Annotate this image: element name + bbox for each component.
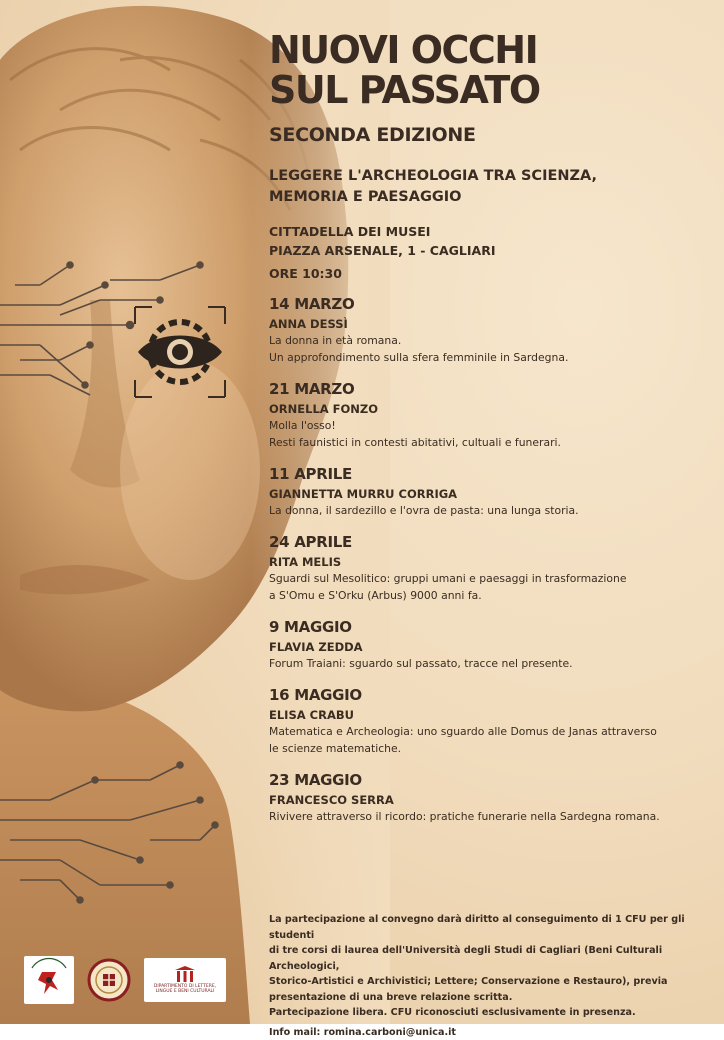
event-description	[269, 570, 709, 604]
edition-subtitle: SECONDA EDIZIONE	[269, 124, 709, 146]
event-description-line: La donna, il sardezillo e l'ovra de pasta: una lunga storia.	[269, 502, 709, 519]
tagline-line-1: LEGGERE L'ARCHEOLOGIA TRA SCIENZA,	[269, 166, 709, 187]
event-description	[269, 808, 709, 825]
event-speaker: ANNA DESSÌ	[269, 317, 709, 331]
event-speaker: FRANCESCO SERRA	[269, 793, 709, 807]
event-description	[269, 655, 709, 672]
tagline-line-2: MEMORIA E PAESAGGIO	[269, 187, 709, 208]
event-time: ORE 10:30	[269, 266, 709, 281]
department-logo	[144, 958, 226, 1002]
event-description	[269, 502, 709, 519]
event-description-line: le scienze matematiche.	[269, 740, 709, 757]
event-description-line: La donna in età romana.	[269, 332, 709, 349]
university-seal-logo	[86, 958, 132, 1002]
event-item	[269, 771, 709, 825]
footer-line: di tre corsi di laurea dell'Università degli Studi di Cagliari (Beni Culturali Archeologici,	[269, 943, 714, 974]
footer-line: presentazione di una breve relazione scritta.	[269, 990, 714, 1006]
event-item	[269, 618, 709, 672]
event-speaker: ORNELLA FONZO	[269, 402, 709, 416]
event-date: 23 MAGGIO	[269, 771, 709, 789]
event-date: 21 MARZO	[269, 380, 709, 398]
cfu-note	[269, 912, 714, 1021]
event-description-line: Forum Traiani: sguardo sul passato, tracce nel presente.	[269, 655, 709, 672]
event-item	[269, 686, 709, 757]
participation-notes	[269, 912, 714, 1040]
event-date: 14 MARZO	[269, 295, 709, 313]
gruppo-archeologico-logo	[24, 956, 74, 1004]
event-description-line: Matematica e Archeologia: uno sguardo alle Domus de Janas attraverso	[269, 723, 709, 740]
archaeology-group-emblem-icon	[26, 958, 72, 1002]
footer-line: Partecipazione libera. CFU riconosciuti esclusivamente in presenza.	[269, 1005, 714, 1021]
event-date: 9 MAGGIO	[269, 618, 709, 636]
footer-line: Storico-Artistici e Archivistici; Lettere; Conservazione e Restauro), previa	[269, 974, 714, 990]
poster-title	[269, 30, 709, 110]
event-description	[269, 332, 709, 366]
department-columns-icon	[173, 966, 197, 984]
event-speaker: ELISA CRABU	[269, 708, 709, 722]
event-speaker: RITA MELIS	[269, 555, 709, 569]
venue-address: PIAZZA ARSENALE, 1 - CAGLIARI	[269, 241, 709, 260]
venue-name: CITTADELLA DEI MUSEI	[269, 222, 709, 241]
sponsor-logos	[24, 956, 226, 1004]
event-item	[269, 295, 709, 366]
venue	[269, 222, 709, 260]
event-speaker: GIANNETTA MURRU CORRIGA	[269, 487, 709, 501]
event-program	[269, 30, 709, 825]
event-item	[269, 380, 709, 451]
event-description	[269, 417, 709, 451]
event-description-line: Molla l'osso!	[269, 417, 709, 434]
tagline	[269, 166, 709, 208]
event-item	[269, 465, 709, 519]
event-date: 11 APRILE	[269, 465, 709, 483]
university-seal-icon	[86, 958, 132, 1002]
title-line-2: SUL PASSATO	[269, 70, 709, 110]
event-description-line: Rivivere attraverso il ricordo: pratiche funerarie nella Sardegna romana.	[269, 808, 709, 825]
event-description-line: a S'Omu e S'Orku (Arbus) 9000 anni fa.	[269, 587, 709, 604]
event-speaker: FLAVIA ZEDDA	[269, 640, 709, 654]
footer-line: La partecipazione al convegno darà diritto al conseguimento di 1 CFU per gli studenti	[269, 912, 714, 943]
event-item	[269, 533, 709, 604]
department-name-line: LINGUE E BENI CULTURALI	[154, 989, 216, 994]
event-description-line: Sguardi sul Mesolitico: gruppi umani e paesaggi in trasformazione	[269, 570, 709, 587]
department-name-line: DIPARTIMENTO DI LETTERE,	[154, 984, 216, 989]
event-date: 16 MAGGIO	[269, 686, 709, 704]
event-description-line: Resti faunistici in contesti abitativi, cultuali e funerari.	[269, 434, 709, 451]
event-description	[269, 723, 709, 757]
info-email: Info mail: romina.carboni@unica.it	[269, 1025, 714, 1040]
event-description-line: Un approfondimento sulla sfera femminile in Sardegna.	[269, 349, 709, 366]
department-name	[154, 984, 216, 994]
event-date: 24 APRILE	[269, 533, 709, 551]
title-line-1: NUOVI OCCHI	[269, 30, 709, 70]
